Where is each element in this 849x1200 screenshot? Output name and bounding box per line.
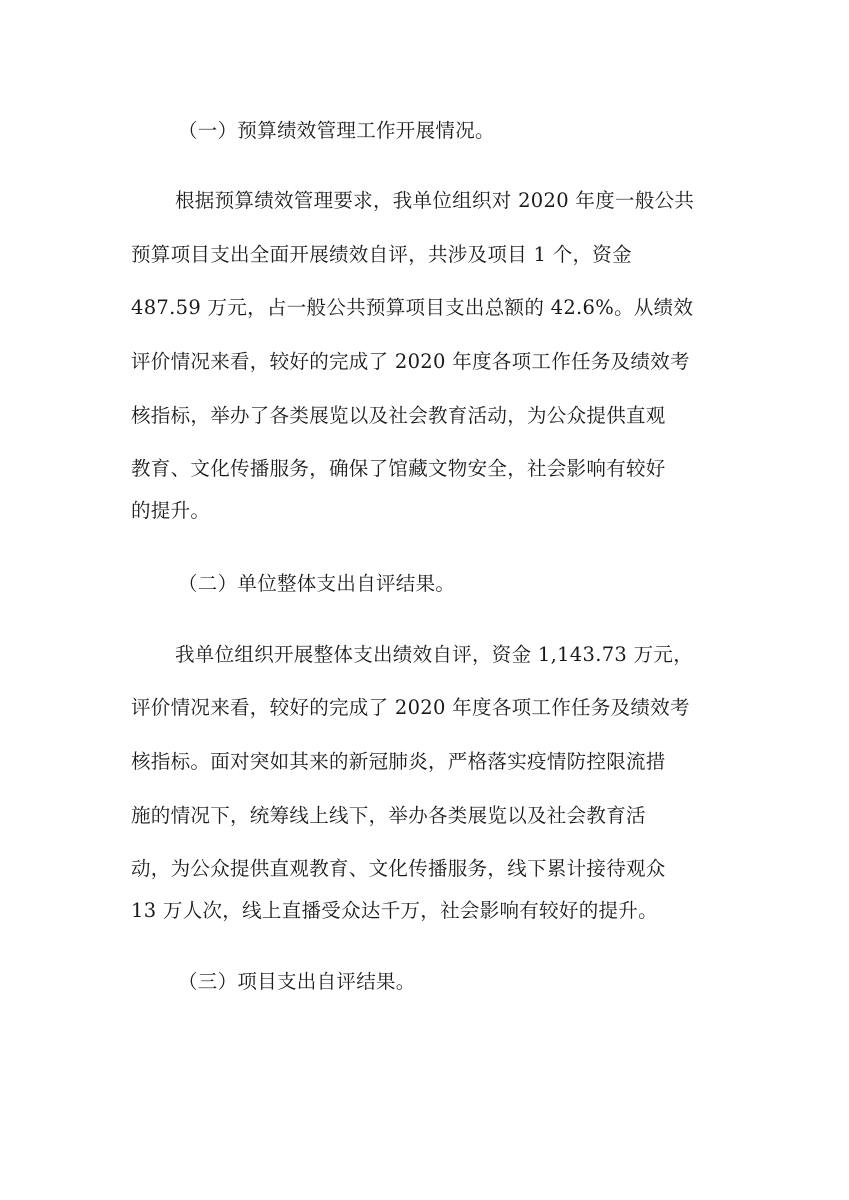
paragraph-line: 预算项目支出全面开展绩效自评，共涉及项目 1 个，资金 (131, 243, 632, 266)
paragraph-line: 根据预算绩效管理要求，我单位组织对 2020 年度一般公共 (175, 189, 695, 212)
section-heading-2: （二）单位整体支出自评结果。 (178, 572, 456, 595)
paragraph-line: 评价情况来看，较好的完成了 2020 年度各项工作任务及绩效考 (131, 696, 690, 719)
paragraph-line: 13 万人次，线上直播受众达千万，社会影响有较好的提升。 (131, 899, 658, 922)
paragraph-line: 核指标。面对突如其来的新冠肺炎，严格落实疫情防控限流措 (131, 750, 666, 773)
paragraph-line: 施的情况下，统筹线上线下，举办各类展览以及社会教育活 (131, 804, 646, 827)
section-heading-1: （一）预算绩效管理工作开展情况。 (178, 119, 495, 142)
section-heading-3: （三）项目支出自评结果。 (178, 970, 416, 993)
paragraph-line: 评价情况来看，较好的完成了 2020 年度各项工作任务及绩效考 (131, 350, 690, 373)
paragraph-line: 487.59 万元，占一般公共预算项目支出总额的 42.6%。从绩效 (131, 296, 694, 319)
paragraph-line: 教育、文化传播服务，确保了馆藏文物安全，社会影响有较好 (131, 457, 666, 480)
paragraph-line: 的提升。 (131, 499, 211, 522)
paragraph-line: 动，为公众提供直观教育、文化传播服务，线下累计接待观众 (131, 857, 666, 880)
paragraph-line: 核指标，举办了各类展览以及社会教育活动，为公众提供直观 (131, 404, 666, 427)
paragraph-line: 我单位组织开展整体支出绩效自评，资金 1,143.73 万元， (175, 643, 694, 666)
